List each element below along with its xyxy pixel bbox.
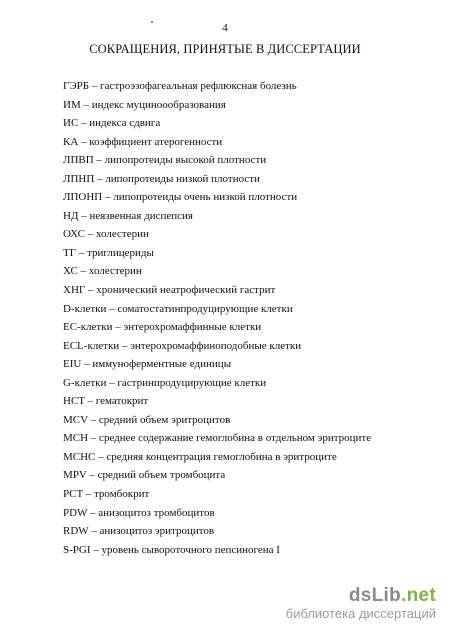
abbreviation-item: ХНГ – хронический неатрофический гастрит bbox=[63, 284, 276, 297]
abbreviation-item: MCH – среднее содержание гемоглобина в отдельном эритроците bbox=[63, 432, 372, 445]
abbreviation-item: S-PGI – уровень сывороточного пепсиногена I bbox=[63, 543, 280, 556]
abbreviation-item: ОХС – холестерин bbox=[63, 228, 149, 241]
abbreviation-item: ИМ – индекс муциноообразования bbox=[63, 98, 226, 111]
abbreviation-item: MPV – средний объем тромбоцита bbox=[63, 469, 226, 482]
abbreviation-item: MCHC – средняя концентрация гемоглобина в эритроците bbox=[63, 450, 337, 463]
watermark-logo bbox=[286, 586, 436, 622]
abbreviation-item: ТГ – триглицериды bbox=[63, 246, 154, 259]
abbreviation-item: ЛПНП – липопротеиды низкой плотности bbox=[63, 172, 260, 185]
watermark-logo-tld: .net bbox=[401, 585, 436, 606]
abbreviation-item: НД – неязвенная диспепсия bbox=[63, 209, 193, 222]
watermark-subtitle: библиотека диссертаций bbox=[285, 606, 436, 621]
page-number: 4 bbox=[222, 22, 228, 34]
abbreviation-item: D-клетки – соматостатинпродуцирующие клетки bbox=[63, 302, 293, 315]
abbreviation-item: HCT – гематокрит bbox=[63, 395, 149, 408]
abbreviation-item: MCV – средний объем эритроцитов bbox=[63, 413, 231, 426]
watermark-logo-text bbox=[286, 586, 436, 606]
abbreviation-item: ЛПВП – липопротеиды высокой плотности bbox=[63, 154, 267, 167]
abbreviation-item: G-клетки – гастринпродуцирующие клетки bbox=[63, 376, 267, 389]
abbreviation-item: ЛПОНП – липопротеиды очень низкой плотности bbox=[63, 191, 298, 204]
abbreviation-item: ГЭРБ – гастроэзофагеальная рефлюксная болезнь bbox=[63, 80, 297, 92]
abbreviation-item: ХС – холестерин bbox=[63, 265, 142, 278]
watermark-logo-main: dsLib bbox=[348, 585, 402, 606]
abbreviation-item: RDW – анизоцитоз эритроцитов bbox=[63, 525, 215, 538]
page-title: СОКРАЩЕНИЯ, ПРИНЯТЫЕ В ДИССЕРТАЦИИ bbox=[89, 42, 361, 56]
abbreviation-item: PCT – тромбокрит bbox=[63, 488, 150, 501]
abbreviation-item: EC-клетки – энтерохромаффинные клетки bbox=[63, 321, 262, 334]
abbreviation-item: ИС – индекса сдвига bbox=[63, 117, 161, 130]
abbreviation-item: ECL-клетки – энтерохромаффиноподобные клетки bbox=[63, 339, 302, 352]
abbreviation-item: PDW – анизоцитоз тромбоцитов bbox=[63, 506, 215, 519]
abbreviation-item: КА – коэффициент атерогенности bbox=[63, 135, 223, 148]
abbreviation-item: EIU – иммуноферментные единицы bbox=[63, 358, 232, 371]
abbreviation-list bbox=[63, 80, 371, 562]
